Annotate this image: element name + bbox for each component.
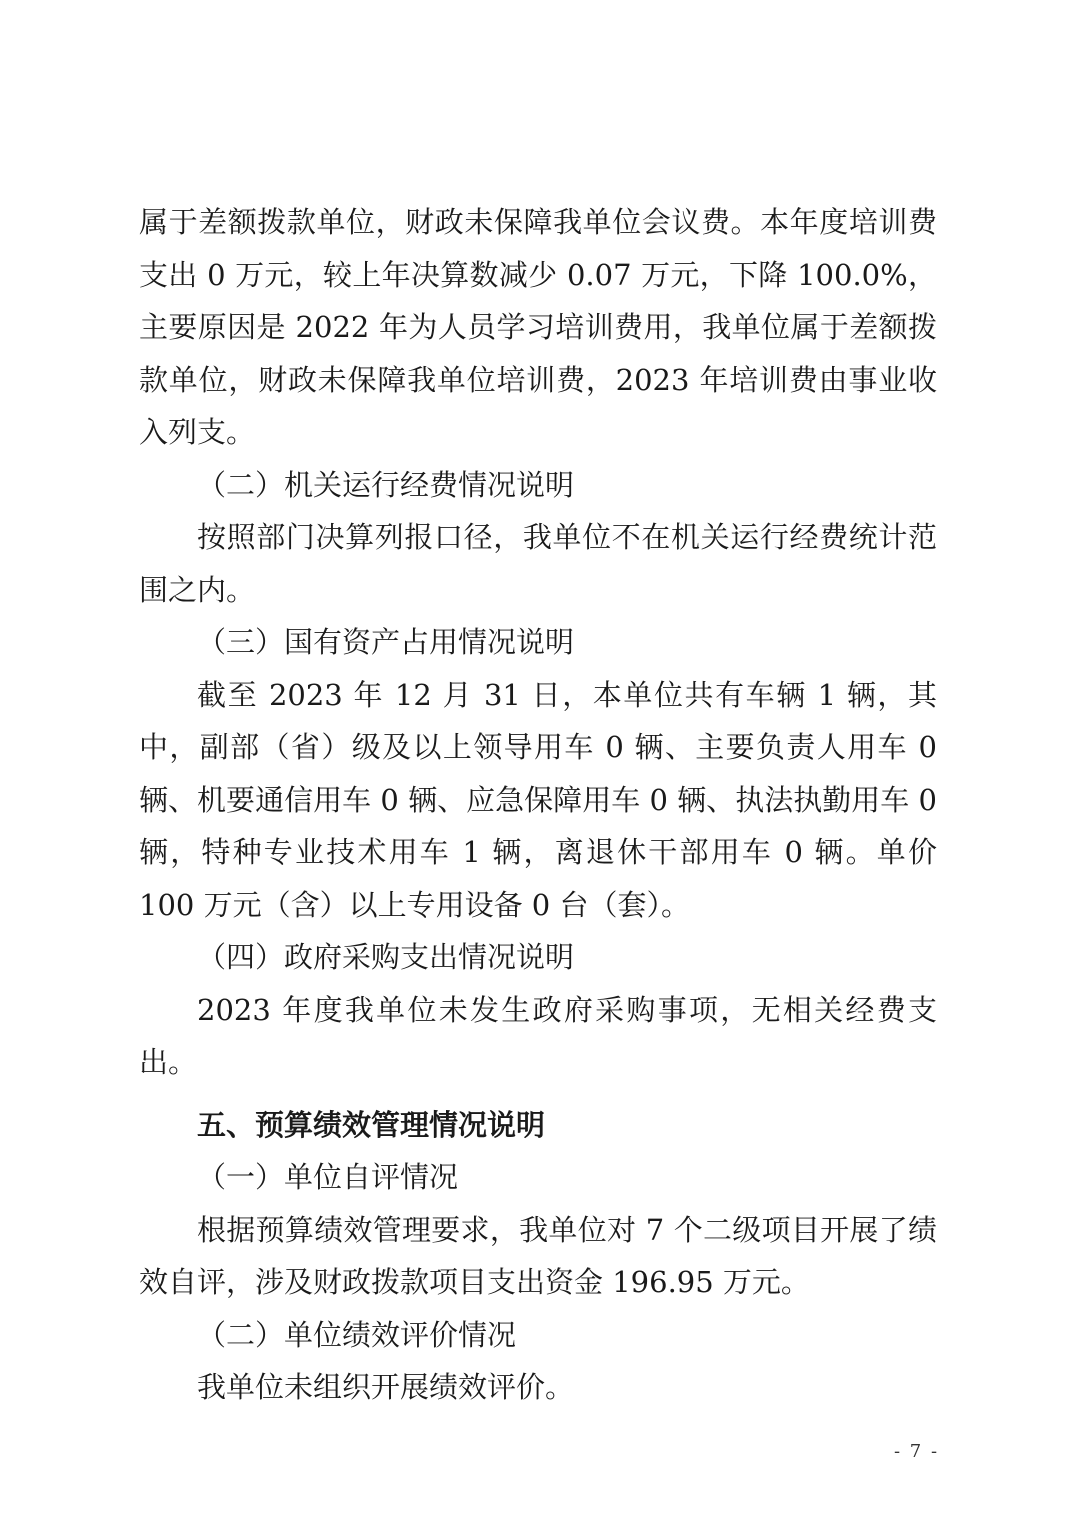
paragraph-operating-expenses: 按照部门决算列报口径，我单位不在机关运行经费统计范围之内。	[139, 520, 937, 607]
heading-government-procurement: （四）政府采购支出情况说明	[197, 940, 575, 974]
heading-unit-evaluation: （二）单位绩效评价情况	[197, 1317, 517, 1352]
heading-operating-expenses: （二）机关运行经费情况说明	[197, 467, 575, 502]
paragraph-training-fee: 属于差额拨款单位，财政未保障我单位会议费。本年度培训费支出 0 万元，较上年决算数减少 0.07 万元，下降 100.0%，主要原因是 2022 年为人员学习培训费用，我单位属于差额拨款单位，财政未保障我单位培训费，2023 年培训费由事业收入列支。	[139, 205, 937, 449]
paragraph-unit-evaluation: 我单位未组织开展绩效评价。	[197, 1370, 575, 1404]
paragraph-self-evaluation: 根据预算绩效管理要求，我单位对 7 个二级项目开展了绩效自评，涉及财政拨款项目支出资金 196.95 万元。	[139, 1212, 937, 1299]
paragraph-state-assets: 截至 2023 年 12 月 31 日，本单位共有车辆 1 辆，其中，副部（省）级及以上领导用车 0 辆、主要负责人用车 0 辆、机要通信用车 0 辆、应急保障用车 0 辆、执法执勤用车 0 辆，特种专业技术用车 1 辆，离退休干部用车 0 辆。单价 100 万元（含）以上专用设备 0 台（套）。	[139, 677, 937, 922]
heading-self-evaluation: （一）单位自评情况	[197, 1160, 459, 1194]
page-number: - 7 -	[894, 1441, 940, 1462]
document-body	[139, 196, 937, 1414]
heading-state-assets: （三）国有资产占用情况说明	[197, 625, 575, 659]
heading-performance-management: 五、预算绩效管理情况说明	[197, 1107, 546, 1142]
paragraph-government-procurement: 2023 年度我单位未发生政府采购事项，无相关经费支出。	[139, 992, 937, 1079]
